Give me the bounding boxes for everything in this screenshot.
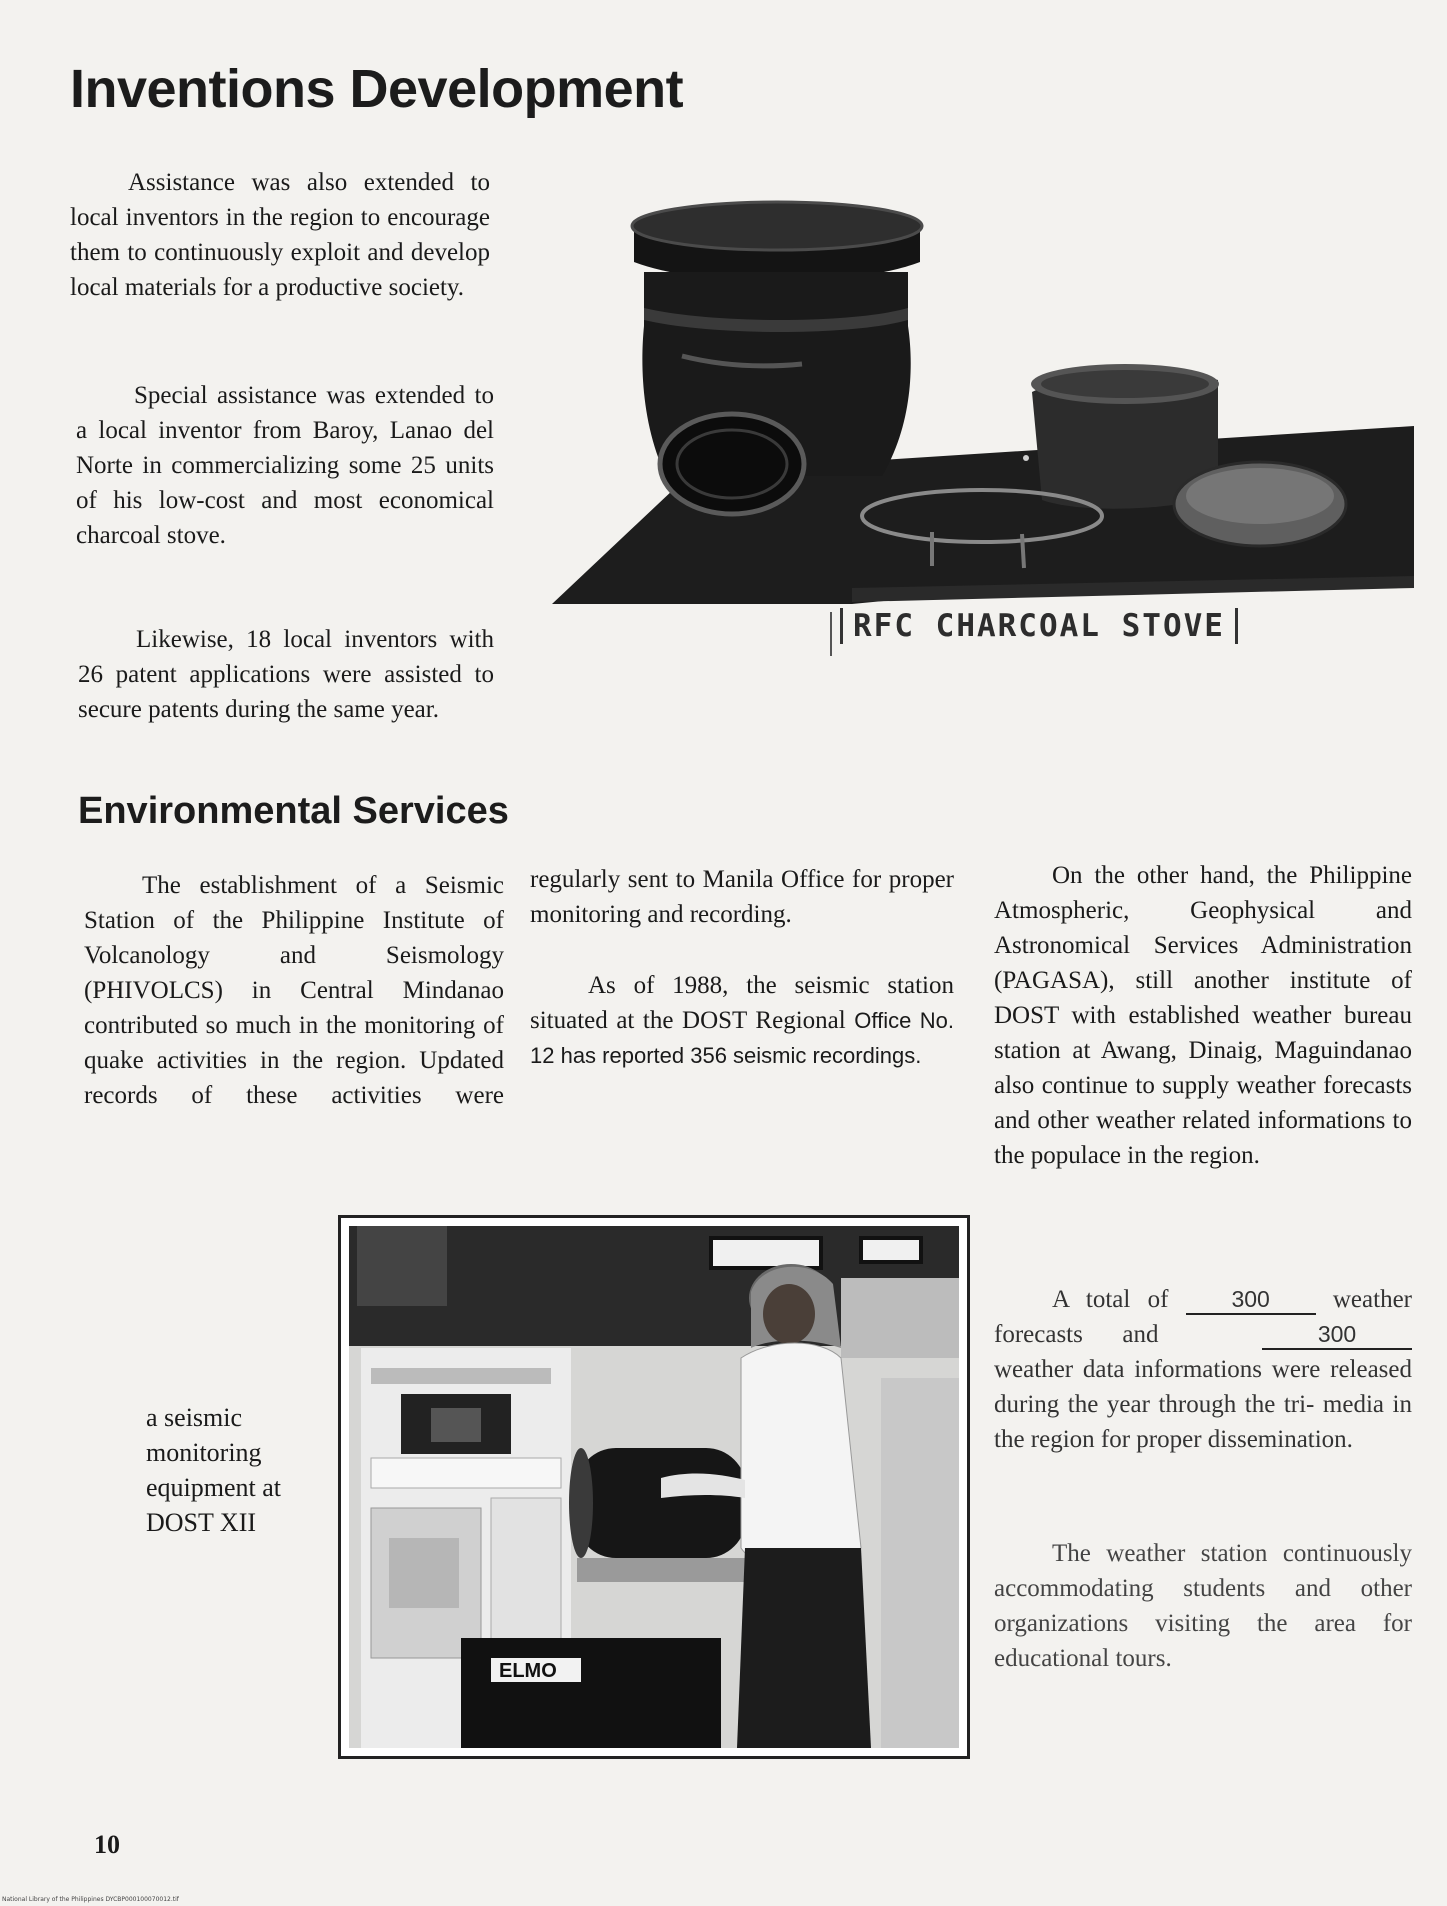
environmental-column-3-paragraph-2 <box>994 1282 1412 1457</box>
environmental-column-3-paragraph-3: The weather station continuously accommodating students and other organizations visiting the area for educational tours. <box>994 1540 1412 1672</box>
page-number: 10 <box>94 1830 120 1859</box>
environmental-column-3-paragraph-1: On the other hand, the Philippine Atmospheric, Geophysical and Astronomical Services Administration (PAGASA), still another institute of DOST with established weather bureau station at Awang, Dinaig, Maguindanao also continue to supply weather forecasts and other weather related informations to the populace in the region. <box>994 862 1412 1169</box>
environmental-column-2-paragraph <box>530 968 954 1073</box>
elmo-brand-label: ELMO <box>499 1660 557 1682</box>
inventions-paragraph-3: Likewise, 18 local inventors with 26 patent applications were assisted to secure patents during the same year. <box>78 626 494 723</box>
seismic-station-text: As of 1988, the seismic station situated at the DOST Regional <box>530 972 954 1034</box>
seismic-equipment-photo <box>338 1215 970 1759</box>
stove-photo-label: RFC CHARCOAL STOVE <box>840 608 1238 644</box>
environmental-column-2-continuation: regularly sent to Manila Office for proper monitoring and recording. <box>530 866 954 928</box>
label-border-tick <box>830 612 832 656</box>
inventions-paragraph-2: Special assistance was extended to a local inventor from Baroy, Lanao del Norte in commercializing some 25 units of his low-cost and most economical charcoal stove. <box>76 382 494 549</box>
data-count-blank: 300 <box>1262 1320 1412 1350</box>
scan-footer: National Library of the Philippines DYCBP000100070012.tif <box>2 1896 179 1903</box>
section-heading-inventions: Inventions Development <box>70 59 684 119</box>
seismic-photo-caption: a seismic monitoring equipment at DOST XII <box>146 1403 282 1537</box>
forecast-text-before: A total of <box>1052 1286 1169 1313</box>
forecasts-count-blank: 300 <box>1186 1285 1316 1315</box>
inventions-paragraph-1: Assistance was also extended to local inventors in the region to encourage them to continuously exploit and develop local materials for a productive society. <box>70 169 490 301</box>
section-heading-environmental: Environmental Services <box>78 790 509 832</box>
seismic-recordings-text: Office No. 12 has reported 356 seismic recordings. <box>530 1008 955 1068</box>
charcoal-stove-photo <box>552 196 1414 606</box>
forecast-text-mid: weather forecasts and <box>994 1286 1412 1348</box>
forecast-text-after: weather data informations were released during the year through the tri- media in the region for proper dissemination. <box>994 1356 1412 1453</box>
environmental-column-1: The establishment of a Seismic Station of the Philippine Institute of Volcanology and Seismology (PHIVOLCS) in Central Mindanao contributed so much in the monitoring of quake activities in the region. Updated records of these activities were <box>84 872 504 1109</box>
